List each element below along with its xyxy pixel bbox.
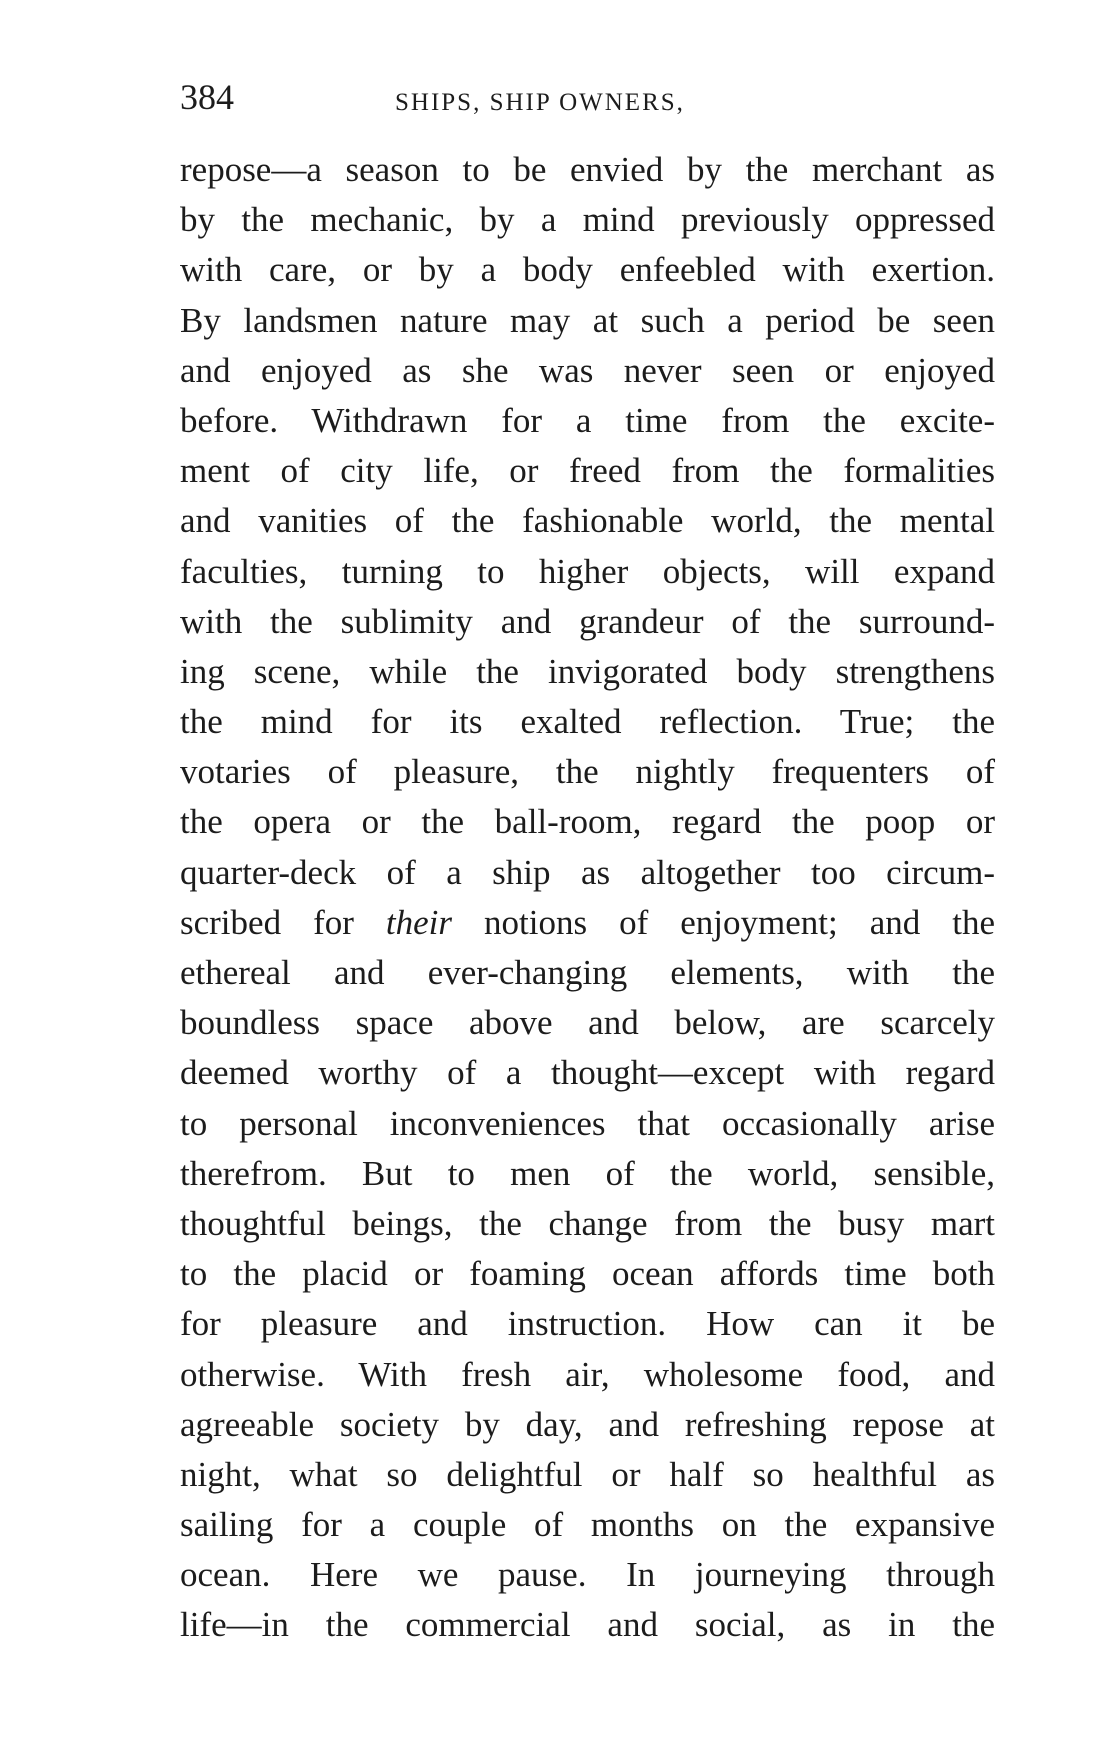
text-line: sailing for a couple of months on the expansive <box>180 1505 995 1545</box>
text-line: to personal inconveniences that occasionally arise <box>180 1103 995 1143</box>
text-line: life—in the commercial and social, as in the <box>180 1605 995 1645</box>
text-line: ing scene, while the invigorated body strengthens <box>180 651 995 691</box>
text-line: thoughtful beings, the change from the busy mart <box>180 1203 995 1243</box>
text-line: By landsmen nature may at such a period be seen <box>180 300 995 340</box>
text-line: ethereal and ever-changing elements, with the <box>180 953 995 992</box>
text-line: ment of city life, or freed from the formalities <box>180 451 995 491</box>
text-line: faculties, turning to higher objects, will expand <box>180 551 995 591</box>
text-line: therefrom. But to men of the world, sensible, <box>180 1153 995 1193</box>
text-line-with-italic <box>180 898 995 948</box>
text-line: and enjoyed as she was never seen or enjoyed <box>180 350 995 390</box>
text-line: and vanities of the fashionable world, the mental <box>180 501 995 541</box>
body-text <box>180 145 995 1651</box>
text-line: night, what so delightful or half so healthful as <box>180 1454 995 1494</box>
text-line: with the sublimity and grandeur of the surround- <box>180 601 995 641</box>
text-line: quarter-deck of a ship as altogether too circum- <box>180 852 995 892</box>
text-line: votaries of pleasure, the nightly frequenters of <box>180 752 995 792</box>
italic-word: their <box>385 902 453 942</box>
text-line: to the placid or foaming ocean affords time both <box>180 1254 995 1294</box>
text-line: with care, or by a body enfeebled with exertion. <box>180 250 995 290</box>
running-head <box>180 72 996 122</box>
text-line: deemed worthy of a thought—except with regard <box>180 1053 995 1093</box>
text-line: before. Withdrawn for a time from the excite- <box>180 400 995 440</box>
text-line: agreeable society by day, and refreshing repose at <box>180 1404 995 1444</box>
running-title: SHIPS, SHIP OWNERS, <box>395 89 685 116</box>
text-line: for pleasure and instruction. How can it be <box>180 1304 995 1344</box>
text-line: the opera or the ball-room, regard the poop or <box>180 802 995 842</box>
text-segment: notions of enjoyment; and the <box>484 902 996 942</box>
text-line: ocean. Here we pause. In journeying through <box>180 1555 995 1595</box>
text-segment: scribed for <box>180 902 354 942</box>
text-line: otherwise. With fresh air, wholesome food, and <box>180 1354 995 1394</box>
text-line: repose—a season to be envied by the merchant as <box>180 150 995 189</box>
text-line: the mind for its exalted reflection. True; the <box>180 702 995 742</box>
page-number: 384 <box>180 77 234 117</box>
text-line: boundless space above and below, are scarcely <box>180 1003 995 1043</box>
text-line: by the mechanic, by a mind previously oppressed <box>180 200 995 240</box>
